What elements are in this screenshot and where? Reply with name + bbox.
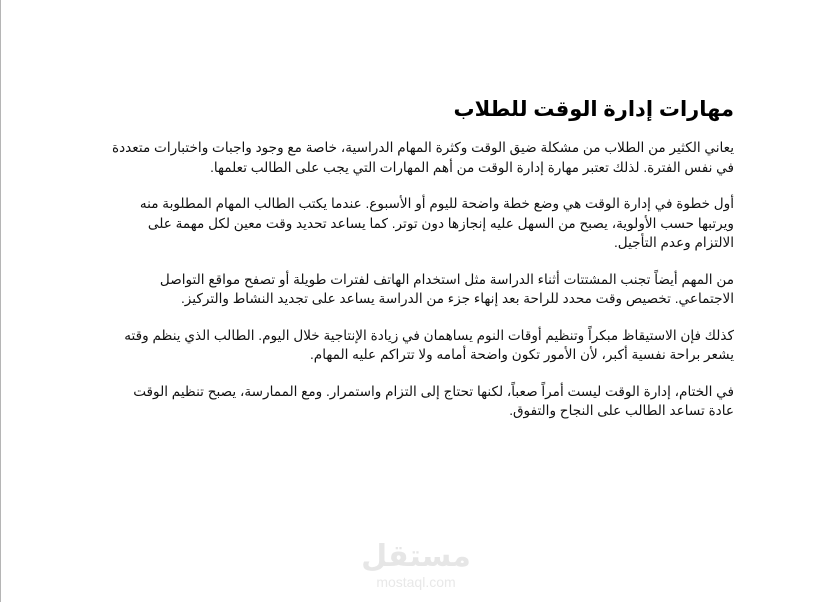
- paragraph-planning: أول خطوة في إدارة الوقت هي وضع خطة واضحة لليوم أو الأسبوع. عندما يكتب الطالب المهام المطلوبة منه ويرتبها حسب الأولوية، يصبح من السهل عليه إنجازها دون توتر. كما يساعد تحديد وقت معين لكل مهمة على الالتزام وعدم التأجيل.: [139, 196, 734, 250]
- document-title: مهارات إدارة الوقت للطلاب: [453, 98, 734, 121]
- paragraph-conclusion: في الختام، إدارة الوقت ليست أمراً صعباً، لكنها تحتاج إلى التزام واستمرار. ومع الممارسة، يصبح تنظيم الوقت عادة تساعد الطالب على النجاح والتفوق.: [133, 383, 734, 418]
- paragraph-sleep: كذلك فإن الاستيقاظ مبكراً وتنظيم أوقات النوم يساهمان في زيادة الإنتاجية خلال اليوم. الطالب الذي ينظم وقته يشعر براحة نفسية أكبر، لأن الأمور تكون واضحة أمامه ولا تتراكم عليه المهام.: [124, 327, 734, 362]
- document-page: [112, 96, 734, 438]
- mostaql-logo-icon: مستقل: [361, 539, 471, 574]
- page-left-border: [0, 0, 1, 602]
- mostaql-watermark: [360, 540, 472, 590]
- paragraph-intro: يعاني الكثير من الطلاب من مشكلة ضيق الوقت وكثرة المهام الدراسية، خاصة مع وجود واجبات واختبارات متعددة في نفس الفترة. لذلك تعتبر مهارة إدارة الوقت من أهم المهارات التي يجب على الطالب تعلمها.: [112, 140, 734, 175]
- paragraph-distractions: من المهم أيضاً تجنب المشتتات أثناء الدراسة مثل استخدام الهاتف لفترات طويلة أو تصفح مواقع التواصل الاجتماعي. تخصيص وقت محدد للراحة بعد إنهاء جزء من الدراسة يساعد على تجديد النشاط والتركيز.: [159, 271, 734, 306]
- watermark-url: mostaql.com: [376, 574, 456, 590]
